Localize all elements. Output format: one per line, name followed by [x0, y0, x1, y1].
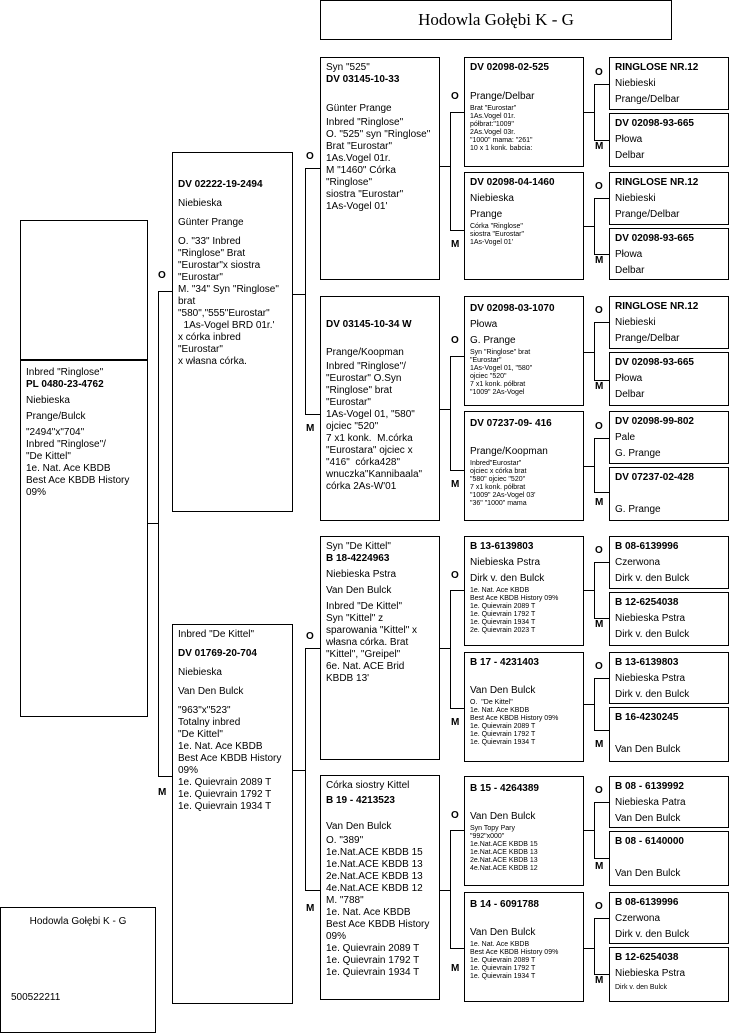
connector [450, 112, 464, 113]
g3-card [464, 652, 584, 762]
g3-notes: O. "De Kittel" 1e. Nat. Ace KBDB Best Ace KBDB History 09% 1e. Quievrain 2089 T 1e. Quievrain 1792 T 1e. Quievrain 1934 T [470, 699, 559, 746]
connector [594, 438, 595, 492]
connector [440, 409, 450, 410]
connector [293, 770, 305, 771]
dam-notes: "963"x"523" Totalny inbred "De Kittel" 1e. Nat. Ace KBDB Best Ace KBDB History 09% 1e. Quievrain 2089 T 1e. Quievrain 1792 T 1e. Quievrain 1934 T [178, 705, 282, 812]
dam-label: M [595, 975, 604, 986]
connector [293, 294, 305, 295]
g4-card [609, 228, 729, 280]
dam-line1: Inbred "De Kittel" [178, 629, 255, 640]
g3-card [464, 411, 584, 521]
g4-card [609, 831, 729, 886]
connector [158, 291, 159, 776]
connector [450, 230, 464, 231]
g3-notes: Brat "Eurostar" 1As.Vogel 01r. półbrat:"1009" 2As.Vogel 03r. "1000" mama: "261" 10 x 1 konk. babcia: [470, 105, 533, 152]
g4-breeder: Dirk v. den Bulck [615, 573, 690, 584]
g4-ring: B 08-6139996 [615, 541, 679, 552]
ds-line1: Syn "De Kittel" [326, 541, 391, 552]
g3-line2: Van Den Bulck [470, 685, 536, 696]
connector [450, 470, 464, 471]
g4-breeder: Van Den Bulck [615, 744, 681, 755]
dam-sire-card [320, 536, 440, 760]
connector [594, 562, 595, 618]
g4-breeder: Dirk v. den Bulck [615, 929, 690, 940]
connector [450, 948, 464, 949]
g4-color [615, 728, 723, 740]
sire-label: O [595, 181, 603, 192]
sire-label: O [595, 421, 603, 432]
connector [584, 226, 594, 227]
g3-line2: Prange/Delbar [470, 91, 535, 102]
g3-ring: B 17 - 4231403 [470, 657, 539, 668]
g3-card [464, 172, 584, 280]
g4-ring: RINGLOSE NR.12 [615, 177, 699, 188]
connector [450, 112, 451, 230]
g3-ring: B 15 - 4264389 [470, 783, 539, 794]
dam-label: M [451, 717, 460, 728]
sire-label: O [595, 661, 603, 672]
g4-breeder: Prange/Delbar [615, 209, 680, 220]
connector [450, 590, 451, 708]
sd-breeder: Prange/Koopman [326, 347, 404, 358]
g4-card [609, 411, 729, 464]
g4-ring: B 12-6254038 [615, 952, 679, 963]
g4-card [609, 113, 729, 167]
connector [440, 648, 450, 649]
sire-breeder: Günter Prange [178, 217, 244, 228]
dam-label: M [306, 903, 315, 914]
connector [305, 168, 306, 414]
connector [305, 414, 320, 415]
g4-ring: RINGLOSE NR.12 [615, 301, 699, 312]
connector [594, 84, 595, 140]
connector [148, 523, 158, 524]
main-color: Niebieska [26, 395, 70, 406]
footer-name: Hodowla Gołębi K - G [29, 916, 127, 927]
g3-line2: Niebieska Pstra [470, 557, 541, 568]
main-ring: PL 0480-23-4762 [26, 379, 104, 390]
connector [440, 890, 450, 891]
g4-breeder: Prange/Delbar [615, 94, 680, 105]
g4-breeder: Dirk v. den Bulck [615, 689, 690, 700]
dam-dam-card [320, 775, 440, 1000]
connector [450, 356, 451, 470]
g4-breeder: Van Den Bulck [615, 868, 681, 879]
ss-breeder: Günter Prange [326, 103, 392, 114]
sire-label: O [306, 151, 314, 162]
ss-notes: Inbred "Ringlose" O. "525" syn "Ringlose" Brat "Eurostar" 1As.Vogel 01r. M "1460" Córka "Ringlose" siostra "Eurostar" 1As-Vogel 01' [326, 117, 431, 212]
g3-card [464, 536, 584, 646]
connector [450, 830, 451, 948]
g4-color: Pale [615, 432, 636, 443]
g4-breeder: Dirk v. den Bulck [615, 984, 667, 991]
connector [305, 648, 306, 890]
ds-ring: B 18-4224963 [326, 553, 390, 564]
connector [594, 562, 609, 563]
g3-line2: Niebieska [470, 193, 514, 204]
dam-ring: DV 01769-20-704 [178, 648, 257, 659]
g4-card [609, 172, 729, 225]
main-notes: "2494"x"704" Inbred "Ringlose"/ "De Kittel" 1e. Nat. Ace KBDB Best Ace KBDB History 09% [26, 427, 130, 498]
sire-label: O [595, 67, 603, 78]
dam-label: M [595, 141, 604, 152]
sire-dam-card [320, 296, 440, 521]
g4-ring: DV 02098-93-665 [615, 118, 694, 129]
g4-breeder: Dirk v. den Bulck [615, 629, 690, 640]
ds-notes: Inbred "De Kittel" Syn "Kittel" z sparowania "Kittel" x własna córka. Brat "Kittel", "Greipel" 6e. Nat. ACE Brid KBDB 13' [326, 601, 418, 684]
footer-number: 500522211 [11, 992, 61, 1003]
g4-ring: DV 02098-99-802 [615, 416, 694, 427]
dam-label: M [595, 255, 604, 266]
dam-label: M [595, 381, 604, 392]
g4-color [615, 852, 723, 864]
sire-label: O [595, 901, 603, 912]
g4-ring: B 08 - 6139992 [615, 781, 684, 792]
g3-ring: DV 02098-02-525 [470, 62, 549, 73]
connector [594, 858, 609, 859]
connector [305, 168, 320, 169]
connector [594, 438, 609, 439]
g4-ring: B 13-6139803 [615, 657, 679, 668]
g4-color: Niebieska Pstra [615, 968, 686, 979]
photo-placeholder [20, 220, 148, 360]
connector [594, 678, 595, 730]
connector [584, 830, 594, 831]
connector [594, 322, 609, 323]
g4-color: Niebieski [615, 78, 656, 89]
g3-notes: Córka "Ringlose" siostra "Eurostar" 1As-Vogel 01' [470, 223, 524, 246]
g4-breeder: G. Prange [615, 504, 661, 515]
dd-breeder: Van Den Bulck [326, 821, 392, 832]
g3-line3: G. Prange [470, 335, 516, 346]
g4-color: Czerwona [615, 913, 661, 924]
g4-card [609, 892, 729, 944]
dam-color: Niebieska [178, 667, 222, 678]
g3-notes: Syn "Ringlose" brat "Eurostar" 1As-Vogel 01, "580" ojciec "520" 7 x1 konk. półbrat "1009" 2As-Vogel [470, 349, 533, 396]
g3-card [464, 892, 584, 1002]
ds-breeder: Van Den Bulck [326, 585, 392, 596]
g4-ring: B 08 - 6140000 [615, 836, 684, 847]
g4-card [609, 707, 729, 762]
g3-ring: B 14 - 6091788 [470, 899, 539, 910]
connector [450, 356, 464, 357]
g3-ring: DV 02098-03-1070 [470, 303, 555, 314]
sire-color: Niebieska [178, 198, 222, 209]
sire-card [172, 152, 293, 512]
dd-ring: B 19 - 4213523 [326, 795, 395, 806]
g4-color [615, 488, 723, 500]
g4-color: Niebieski [615, 193, 656, 204]
g4-color: Niebieska Patra [615, 797, 686, 808]
dam-label: M [451, 963, 460, 974]
g4-color: Płowa [615, 373, 643, 384]
sire-sire-card [320, 57, 440, 280]
g3-notes: 1e. Nat. Ace KBDB Best Ace KBDB History 09% 1e. Quievrain 2089 T 1e. Quievrain 1792 T 1e. Quievrain 1934 T 2e. Quievrain 2023 T [470, 587, 559, 634]
g4-ring: DV 02098-93-665 [615, 233, 694, 244]
g4-ring: RINGLOSE NR.12 [615, 62, 699, 73]
g4-color: Niebieski [615, 317, 656, 328]
connector [440, 166, 450, 167]
connector [594, 678, 609, 679]
g3-notes: 1e. Nat. Ace KBDB Best Ace KBDB History 09% 1e. Quievrain 2089 T 1e. Quievrain 1792 T 1e. Quievrain 1934 T [470, 941, 559, 980]
title-box [320, 0, 672, 40]
connector [594, 84, 609, 85]
g3-ring: DV 02098-04-1460 [470, 177, 555, 188]
g3-line2: Prange/Koopman [470, 446, 548, 457]
sire-label: O [595, 545, 603, 556]
g3-line2: Van Den Bulck [470, 811, 536, 822]
dam-label: M [595, 739, 604, 750]
connector [584, 948, 594, 949]
connector [305, 648, 320, 649]
dam-label: M [595, 861, 604, 872]
g3-notes: Syn Topy Pary "992"x000" 1e.Nat.ACE KBDB 15 1e.Nat.ACE KBDB 13 2e.Nat.ACE KBDB 13 4e.Nat.ACE KBDB 12 [470, 825, 538, 872]
g4-breeder: Delbar [615, 150, 645, 161]
g4-color: Niebieska Pstra [615, 613, 686, 624]
connector [594, 918, 595, 974]
connector [450, 708, 464, 709]
sire-label: O [158, 270, 166, 281]
connector [305, 890, 320, 891]
g3-line3: Dirk v. den Bulck [470, 573, 545, 584]
connector [594, 918, 609, 919]
main-pigeon-card [20, 360, 148, 717]
sire-label: O [306, 631, 314, 642]
sd-notes: Inbred "Ringlose"/ "Eurostar" O.Syn "Ringlose" brat "Eurostar" 1As-Vogel 01, "580" ojciec "520" 7 x1 konk. M.córka "Eurostara" ojciec x "416" córka428" wnuczka"Kannibaala" córka 2As-W'01 [326, 361, 423, 492]
dam-label: M [595, 497, 604, 508]
dd-line1: Córka siostry Kittel [326, 780, 410, 791]
connector [594, 198, 609, 199]
connector [158, 291, 172, 292]
g4-color: Płowa [615, 134, 643, 145]
g4-card [609, 352, 729, 406]
connector [450, 590, 464, 591]
connector [594, 492, 609, 493]
connector [584, 704, 594, 705]
connector [594, 198, 595, 254]
main-breeder: Prange/Bulck [26, 411, 86, 422]
dam-label: M [451, 479, 460, 490]
connector [594, 802, 595, 858]
g4-color: Czerwona [615, 557, 661, 568]
g3-ring: B 13-6139803 [470, 541, 534, 552]
g4-ring: DV 07237-02-428 [615, 472, 694, 483]
g4-card [609, 652, 729, 704]
sire-label: O [451, 91, 459, 102]
footer-box [0, 907, 156, 1033]
dam-card [172, 624, 293, 1004]
dam-breeder: Van Den Bulck [178, 686, 244, 697]
g4-card [609, 536, 729, 589]
page-title: Hodowla Gołębi K - G [418, 10, 574, 29]
main-line1: Inbred "Ringlose" [26, 367, 104, 378]
dam-label: M [451, 239, 460, 250]
g4-card [609, 296, 729, 349]
g3-line2: Płowa [470, 319, 498, 330]
sire-label: O [451, 335, 459, 346]
g4-ring: B 12-6254038 [615, 597, 679, 608]
g4-ring: B 16-4230245 [615, 712, 679, 723]
g3-ring: DV 07237-09- 416 [470, 418, 552, 429]
dam-label: M [158, 787, 167, 798]
g3-line2: Van Den Bulck [470, 927, 536, 938]
connector [584, 352, 594, 353]
connector [594, 802, 609, 803]
g4-breeder: Delbar [615, 389, 645, 400]
g3-line3: Prange [470, 209, 503, 220]
dam-label: M [306, 423, 315, 434]
g3-notes: Inbred"Eurostar" ojciec x córka brat "580" ojciec "520" 7 x1 konk. półbrat "1009" 2As-Vogel 03' "36" "1000" mama [470, 460, 536, 507]
g4-breeder: Van Den Bulck [615, 813, 681, 824]
sire-ring: DV 02222-19-2494 [178, 179, 263, 190]
g4-breeder: G. Prange [615, 448, 661, 459]
g4-card [609, 947, 729, 1002]
dd-notes: O. "389" 1e.Nat.ACE KBDB 15 1e.Nat.ACE KBDB 13 2e.Nat.ACE KBDB 13 4e.Nat.ACE KBDB 12 M. "788" 1e. Nat. Ace KBDB Best Ace KBDB History 09% 1e. Quievrain 2089 T 1e. Quievrain 1792 T 1e. Quievrain 1934 T [326, 835, 430, 978]
connector [584, 466, 594, 467]
connector [584, 112, 594, 113]
g4-breeder: Delbar [615, 265, 645, 276]
sire-label: O [595, 305, 603, 316]
g3-card [464, 296, 584, 406]
sire-label: O [451, 570, 459, 581]
g4-color: Płowa [615, 249, 643, 260]
g4-card [609, 57, 729, 110]
connector [594, 322, 595, 380]
ds-color: Niebieska Pstra [326, 569, 397, 580]
sire-label: O [451, 810, 459, 821]
g4-card [609, 776, 729, 828]
ss-line1: Syn "525" [326, 62, 370, 73]
g3-card [464, 57, 584, 167]
sire-label: O [595, 785, 603, 796]
connector [594, 730, 609, 731]
dam-label: M [595, 619, 604, 630]
g4-ring: DV 02098-93-665 [615, 357, 694, 368]
g4-ring: B 08-6139996 [615, 897, 679, 908]
connector [450, 830, 464, 831]
g4-breeder: Prange/Delbar [615, 333, 680, 344]
g4-color: Niebieska Pstra [615, 673, 686, 684]
connector [158, 776, 172, 777]
g4-card [609, 592, 729, 646]
sire-notes: O. "33" Inbred "Ringlose" Brat "Eurostar"x siostra "Eurostar" M. "34" Syn "Ringlose" brat "580","555"Eurostar" 1As-Vogel BRD 01r.' x córka inbred "Eurostar" x własna córka. [178, 236, 279, 367]
connector [584, 590, 594, 591]
sd-ring: DV 03145-10-34 W [326, 319, 412, 330]
g3-card [464, 776, 584, 886]
ss-ring: DV 03145-10-33 [326, 74, 400, 85]
g4-card [609, 467, 729, 521]
